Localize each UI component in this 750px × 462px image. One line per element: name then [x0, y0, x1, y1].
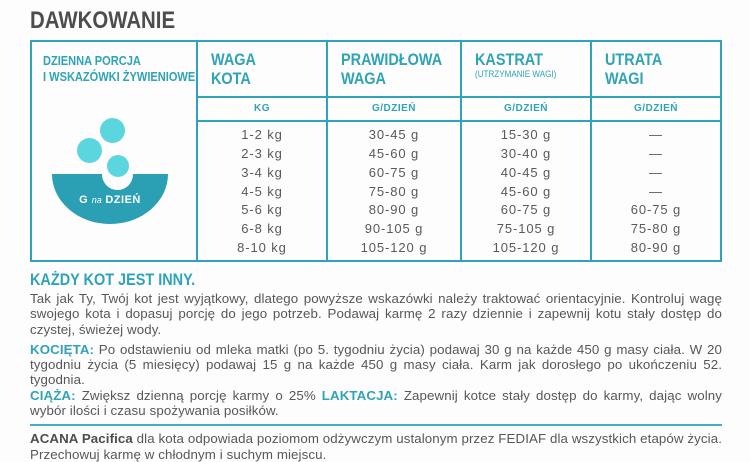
bowl-caption-g: G	[79, 194, 89, 206]
column-neutered-values	[462, 122, 590, 260]
table-cell: 75-105 g	[496, 221, 556, 237]
table-cell: —	[649, 183, 663, 199]
column-correct-weight	[326, 42, 460, 260]
table-cell: 40-45 g	[500, 164, 552, 180]
table-cell: 105-120 g	[360, 240, 428, 256]
table-cell: 60-75 g	[500, 202, 552, 218]
table-cell: 45-60 g	[500, 183, 552, 199]
kibble-dot-icon	[100, 118, 125, 143]
kittens-paragraph	[30, 342, 722, 388]
table-cell: —	[649, 164, 663, 180]
pregnancy-label: CIĄŻA:	[30, 387, 76, 403]
kibble-dot-icon	[77, 138, 102, 163]
table-cell: 80-90 g	[630, 240, 682, 256]
section-heading-text: KAŻDY KOT JEST INNY.	[30, 270, 196, 289]
kittens-text: Po odstawieniu od mleka matki (po 5. tygodniu życia) podawaj 30 g na każde 450 g masy ciała. W 20 tygodniu życia (5 miesięcy) podawaj 15 g na każde 450 g masy ciała. Karm jak dorosłego po ukończeniu 52. tygodnia.	[30, 341, 722, 388]
bowl-caption	[52, 194, 168, 206]
section-heading	[30, 271, 722, 289]
column-cat-weight-header	[198, 42, 326, 98]
header-text: KASTRAT	[475, 50, 543, 69]
header-text: KOTA	[211, 69, 251, 88]
header-subtext: (UTRZYMANIE WAGI)	[475, 69, 557, 80]
footer-line1-text: dla kota odpowiada poziomom odżywczym ustalonym przez FEDIAF dla wszystkich etapów życia.	[132, 431, 723, 447]
dosage-table	[30, 40, 722, 262]
table-cell: 30-40 g	[500, 145, 552, 161]
table-cell: —	[649, 145, 663, 161]
table-cell: —	[649, 126, 663, 142]
footer-line1	[30, 431, 722, 446]
table-cell: 2-3 kg	[241, 145, 283, 161]
column-weight-loss-header	[592, 42, 720, 98]
column-correct-weight-values	[328, 122, 460, 260]
column-neutered	[460, 42, 590, 260]
column-cat-weight	[196, 42, 326, 260]
table-cell: 5-6 kg	[241, 202, 283, 218]
unit-g-per-day: G/DZIEŃ	[462, 98, 590, 122]
kibble-dot-icon	[107, 155, 129, 177]
intro-paragraph: Tak jak Ty, Twój kot jest wyjątkowy, dlatego powyższe wskazówki należy traktować orientacyjnie. Kontroluj wagę swojego kota i dopasuj porcję do jego potrzeb. Podawaj karmę 2 razy dziennie i zapewnij kotu stały dostęp do czystej, świeżej wody.	[30, 291, 722, 337]
daily-portion-label-line2: I WSKAZÓWKI ŻYWIENIOWE	[43, 69, 196, 84]
food-bowl-icon	[32, 42, 196, 260]
bowl-caption-dzien: DZIEŃ	[105, 194, 141, 206]
header-text: UTRATA	[605, 50, 663, 69]
header-text: WAGA	[211, 50, 256, 69]
column-weight-loss-values	[592, 122, 720, 260]
daily-portion-label-line1: DZIENNA PORCJA	[43, 53, 141, 68]
lactation-label: LAKTACJA:	[321, 387, 398, 403]
table-cell: 105-120 g	[492, 240, 560, 256]
column-cat-weight-values	[198, 122, 326, 260]
header-text: PRAWIDŁOWA	[341, 50, 443, 69]
kittens-label: KOCIĘTA:	[30, 341, 95, 357]
table-cell: 75-80 g	[630, 221, 682, 237]
table-cell: 15-30 g	[500, 126, 552, 142]
page-title	[30, 8, 722, 34]
column-correct-weight-header	[328, 42, 460, 98]
table-cell: 90-105 g	[364, 221, 424, 237]
table-cell: 3-4 kg	[241, 164, 283, 180]
table-cell: 4-5 kg	[241, 183, 283, 199]
table-cell: 75-80 g	[368, 183, 420, 199]
lactation-text: Zapewnij kotce stały dostęp do karmy, dając wolny wybór ilości i czasu spożywania posiłków.	[30, 387, 722, 419]
table-cell: 80-90 g	[368, 202, 420, 218]
table-cell: 60-75 g	[630, 202, 682, 218]
bowl-caption-na: na	[91, 195, 102, 205]
table-cell: 8-10 kg	[237, 240, 287, 256]
unit-g-per-day: G/DZIEŃ	[592, 98, 720, 122]
header-text: WAGA	[341, 69, 386, 88]
column-weight-loss	[590, 42, 720, 260]
header-text: WAGI	[605, 69, 644, 88]
pregnancy-text: Zwiększ dzienną porcję karmy o 25%	[75, 387, 322, 403]
unit-kg: KG	[198, 98, 326, 122]
section-divider	[30, 424, 722, 426]
table-cell: 60-75 g	[368, 164, 420, 180]
unit-g-per-day: G/DZIEŃ	[328, 98, 460, 122]
pregnancy-lactation-paragraph	[30, 388, 722, 419]
daily-portion-info-cell	[32, 42, 196, 260]
table-cell: 6-8 kg	[241, 221, 283, 237]
page-title-text: DAWKOWANIE	[30, 7, 176, 34]
footer-line2: Przechowuj karmę w chłodnym i suchym miejscu.	[30, 446, 327, 462]
table-cell: 45-60 g	[368, 145, 420, 161]
table-cell: 1-2 kg	[241, 126, 283, 142]
column-neutered-header	[462, 42, 590, 98]
brand-name: ACANA Pacifica	[30, 431, 133, 447]
table-cell: 30-45 g	[368, 126, 420, 142]
